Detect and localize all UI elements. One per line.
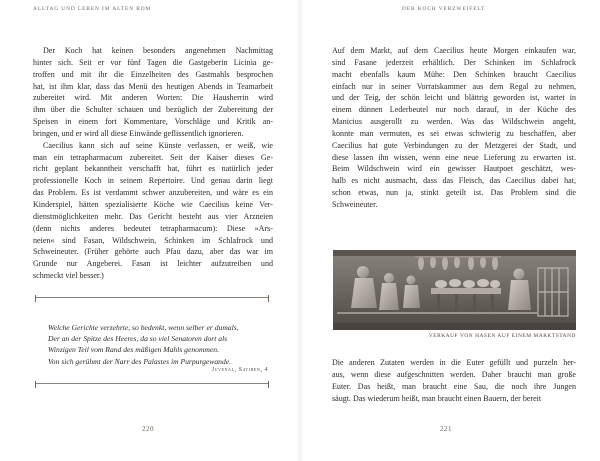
text-line: macht ebenfalls kaum Mühe: Den Schinken braucht Caecilius: [332, 69, 576, 79]
quote-line: Winzigen Teil vom Rand des mäßigen Mahls genommen.: [48, 345, 219, 355]
rule-cap-left: [35, 381, 36, 388]
text-line: Euter. Das heißt, man braucht eine Sau, die noch ihre Jungen: [332, 381, 576, 391]
text-line: schmeckt viel besser.): [33, 271, 104, 281]
text-line: einem dünnen Lederbeutel nur noch darauf, in der Küche des: [332, 105, 576, 115]
text-line: aus, wenn diese aufgeschnitten werden. Daher braucht man große: [332, 369, 576, 379]
text-line: neien« sind Fasan, Wildschwein, Schinken im Schlafrock und: [33, 235, 273, 245]
text-line: konnte man vermuten, es sei etwas schwierig zu beschaffen, aber: [332, 128, 576, 138]
text-line: Die anderen Zutaten werden in die Euter gefüllt und purzeln her-: [332, 358, 576, 367]
quote-line: Der an der Spitze des Heeres, da so viel Senatoren dort als: [48, 334, 228, 344]
text-line: hat, ist ihm klar, dass das Menü des heutigen Abends in Teamarbeit: [33, 81, 273, 91]
text-line: Speisen in einem fort Kommentare, Vorschläge und Kritik an-: [33, 117, 273, 127]
roman-relief-image: [333, 250, 576, 330]
text-line: zubereitet wird. Mit anderen Worten: Die Hausherrin wird: [33, 93, 273, 103]
text-line: Kinderspiel, hätten spezialisierte Köche wie Caecilius keine Ver-: [33, 199, 273, 209]
rule-cap-left: [35, 295, 36, 302]
text-line: dienstmöglichkeiten mehr. Das Gericht besteht aus vier Arzneien: [33, 211, 273, 221]
text-line: Caecilius kann sich auf seine Künste verlassen, er weiß, wie: [43, 140, 273, 150]
left-body-text: [33, 45, 273, 282]
running-head-left: ALLTAG UND LEBEN IM ALTEN ROM: [33, 6, 152, 12]
rule-cap-right: [268, 295, 269, 302]
book-gutter: [296, 0, 304, 461]
quote-line: Welche Gerichte verzehrte, so bedenkt, wenn selber er dumals,: [48, 323, 239, 332]
rule-cap-right: [268, 381, 269, 388]
text-line: troffen und mit ihr die Einzelheiten des Gastmahls besprochen: [33, 69, 273, 79]
text-line: Grunde nur Angeberei. Fasan ist leichter aufzutreiben und: [33, 259, 273, 269]
text-line: einfach nur in seiner Vorratskammer aus dem Regal zu nehmen,: [332, 81, 576, 91]
text-line: professionelle Koch in seinem Repertoire. Und genau darin liegt: [33, 176, 273, 186]
right-page: [300, 0, 600, 461]
right-body-text-bottom: [332, 357, 576, 404]
text-line: ihm über die Schulter schauen und bezüglich der Zubereitung der: [33, 105, 273, 115]
quote-line: Von sich gerühmt der Narr des Palastes im Purpurgewande.: [48, 356, 232, 366]
running-head-right: DER KOCH VERZWEIFELT: [402, 6, 486, 12]
text-line: sind Fasane jederzeit erhältlich. Der Schinken im Schlafrock: [332, 57, 576, 67]
text-line: hinter sich. Seit er vor fünf Tagen die Gastgeberin Licinia ge-: [33, 57, 273, 67]
text-line: säugt. Das wiederum heißt, man braucht einen Bauern, der bereit: [332, 393, 542, 403]
quote-rule-bottom: [36, 383, 268, 384]
page-number-right: 221: [440, 425, 452, 433]
text-line: man ein tetrapharmacum zubereitet. Seit der Kaiser dieses Ge-: [33, 152, 273, 162]
text-line: Schweineuter. (Früher gehörte auch Pfau dazu, aber das war im: [33, 247, 273, 257]
text-line: Manicius ausgerollt zu werden. Was das Wildschwein angeht,: [332, 117, 576, 127]
epigraph-quote: [48, 322, 268, 367]
text-line: Caecilius hat gute Verbindungen zu der Metzgerei der Stadt, und: [332, 140, 576, 150]
text-line: schon etwas, nun ja, stinkt geteilt ist. Das Problem sind die: [332, 188, 576, 198]
text-line: das Problem. Es ist verdammt schwer anzubereiten, und wäre es ein: [33, 188, 273, 198]
text-line: (denn nichts anderes bedeutet tetrapharmacum): Diese »Ars-: [33, 223, 273, 233]
text-line: Auf dem Markt, auf dem Caecilius heute Morgen einkaufen war,: [332, 46, 576, 55]
text-line: halb es nicht ausmacht, dass das Fleisch, das Caecilius dabei hat,: [332, 176, 576, 186]
text-line: diese lassen ihn wissen, wenn eine neue Lieferung zu erwarten ist.: [332, 152, 576, 162]
right-body-text-top: [332, 45, 576, 211]
quote-rule-top: [36, 297, 268, 298]
figure-caption: VERKAUF VON HASEN AUF EINEM MARKTSTAND: [428, 333, 576, 339]
page-number-left: 220: [142, 425, 154, 433]
text-line: richt geplant bekanntheit verschafft hat, führt es natürlich jeder: [33, 164, 273, 174]
text-line: und der Teig, der schön leicht und blättrig geworden ist, wartet in: [332, 93, 576, 103]
text-line: Schweineuter.: [332, 199, 378, 209]
text-line: bringen, und er wird all diese Einwände geflissentlich ignorieren.: [33, 128, 244, 138]
quote-source: Juvenal, Satiren, 4: [211, 367, 268, 373]
text-line: Der Koch hat keinen besonders angenehmen Nachmittag: [43, 46, 273, 55]
text-line: Beim Wildschwein wird ein gewisser Hautpoet geschätzt, wes-: [332, 164, 576, 174]
